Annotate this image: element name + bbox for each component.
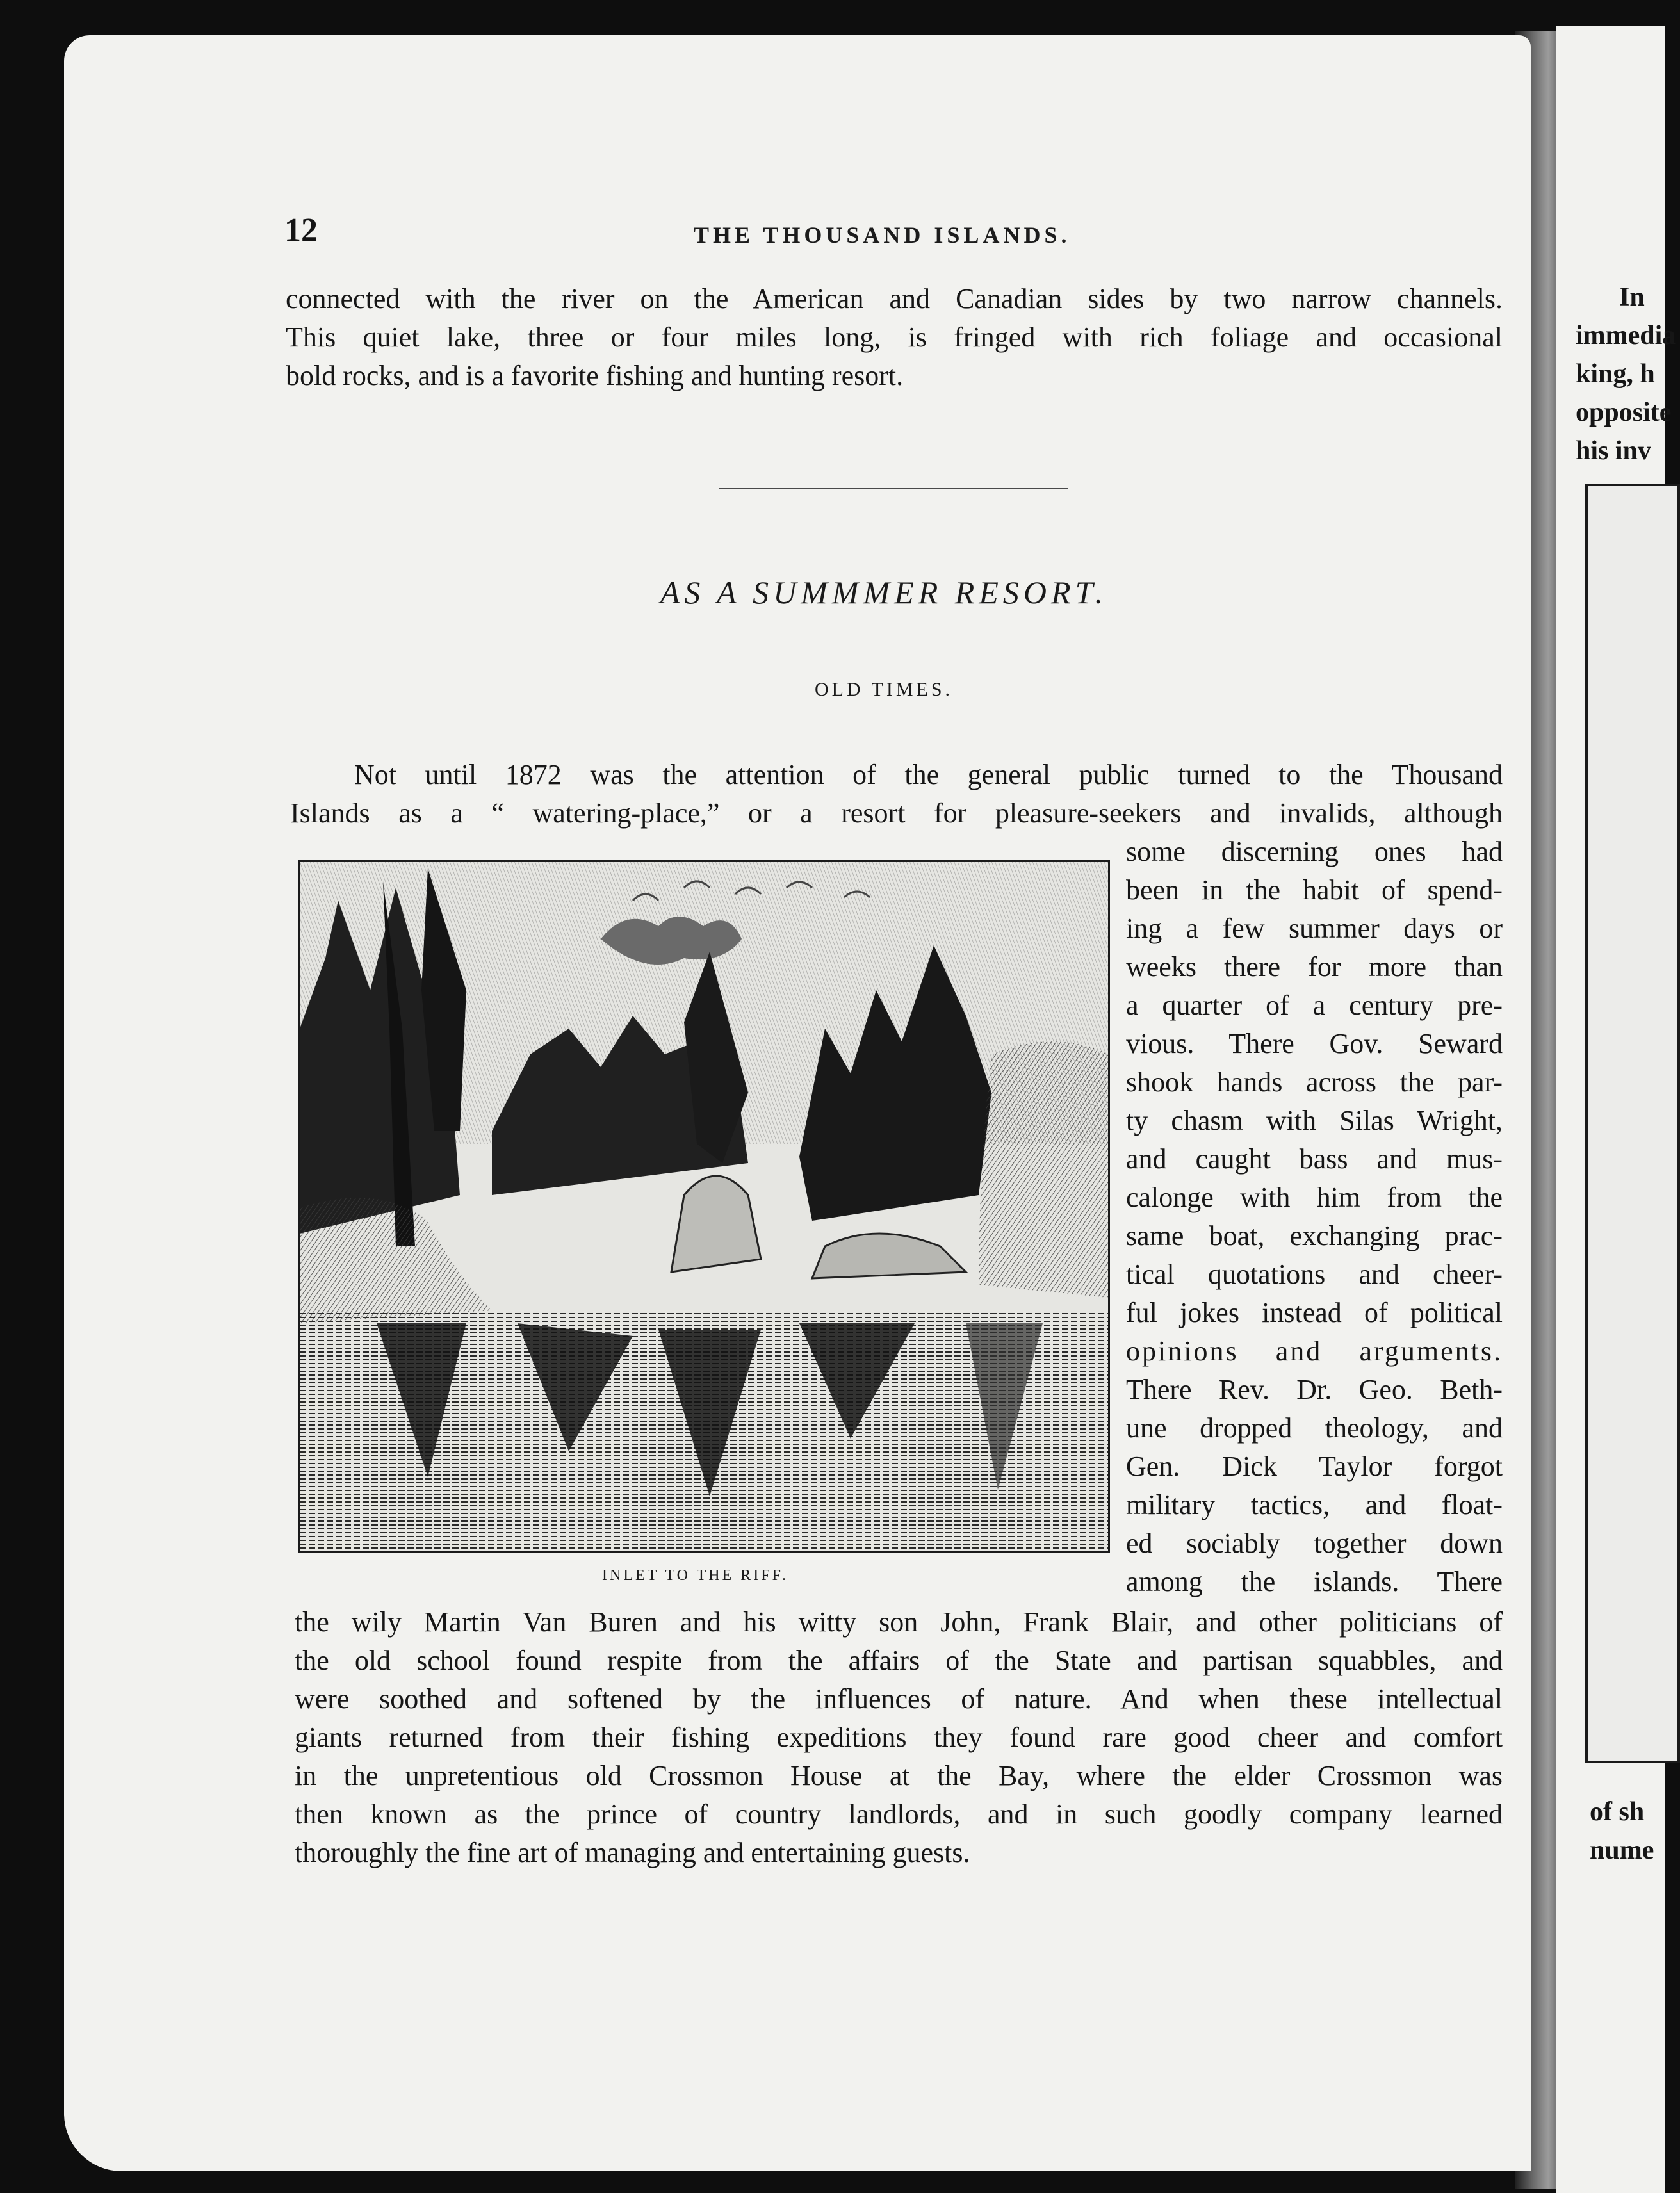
body-line: ed sociably together down [1126, 1528, 1503, 1559]
body-line: Islands as a “ watering-place,” or a resort for pleasure-seekers and invalids, although [290, 797, 1503, 829]
body-line: were soothed and softened by the influences of nature. And when these intellectual [295, 1683, 1503, 1715]
running-head: THE THOUSAND ISLANDS. [694, 222, 1071, 248]
intro-line: This quiet lake, three or four miles long, is fringed with rich foliage and occasional [286, 322, 1503, 353]
facing-page-fragment: of sh [1590, 1797, 1645, 1827]
body-line: been in the habit of spend- [1126, 874, 1503, 906]
page-number: 12 [284, 212, 318, 249]
body-line: shook hands across the par- [1126, 1066, 1503, 1098]
body-line: some discerning ones had [1126, 836, 1503, 867]
body-line: calonge with him from the [1126, 1182, 1503, 1213]
body-line: giants returned from their fishing expeditions they found rare good cheer and comfort [295, 1722, 1503, 1753]
body-line: Not until 1872 was the attention of the general public turned to the Thousand [354, 759, 1503, 790]
intro-paragraph [286, 280, 1503, 395]
facing-page-fragment: In [1619, 282, 1645, 312]
intro-line: connected with the river on the American and Canadian sides by two narrow channels. [286, 283, 1503, 314]
body-line: ing a few summer days or [1126, 913, 1503, 944]
body-line: Gen. Dick Taylor forgot [1126, 1451, 1503, 1482]
facing-page-illustration [1585, 484, 1680, 1763]
body-line: opinions and arguments. [1126, 1335, 1503, 1367]
facing-page-fragment: opposite [1576, 398, 1672, 427]
body-line: thoroughly the fine art of managing and entertaining guests. [295, 1837, 970, 1868]
body-line: military tactics, and float- [1126, 1489, 1503, 1520]
body-line: weeks there for more than [1126, 951, 1503, 982]
section-subheading: OLD TIMES. [814, 679, 954, 700]
facing-page-fragment: king, h [1576, 359, 1655, 389]
body-line: the old school found respite from the affairs of the State and partisan squabbles, and [295, 1645, 1503, 1676]
body-bottom [295, 1603, 1503, 1872]
body-line: same boat, exchanging prac- [1126, 1220, 1503, 1251]
facing-page-fragment: nume [1590, 1836, 1654, 1865]
body-line: ty chasm with Silas Wright, [1126, 1105, 1503, 1136]
illustration-caption: INLET TO THE RIFF. [602, 1567, 788, 1584]
body-line: in the unpretentious old Crossmon House at the Bay, where the elder Crossmon was [295, 1760, 1503, 1791]
body-line: a quarter of a century pre- [1126, 990, 1503, 1021]
body-side-column [1126, 833, 1503, 1601]
body-line: the wily Martin Van Buren and his witty son John, Frank Blair, and other politicians of [295, 1606, 1503, 1638]
body-line: then known as the prince of country landlords, and in such goodly company learned [295, 1798, 1503, 1830]
section-divider [719, 488, 1068, 489]
facing-page-fragment: his inv [1576, 436, 1651, 466]
body-line: There Rev. Dr. Geo. Beth- [1126, 1374, 1503, 1405]
body-top [290, 756, 1503, 833]
engraving-landscape-icon [300, 862, 1108, 1551]
body-line: among the islands. There [1126, 1566, 1503, 1597]
body-line: tical quotations and cheer- [1126, 1259, 1503, 1290]
illustration-inlet-to-the-riff [298, 860, 1110, 1553]
facing-page-fragment: immedia [1576, 321, 1676, 350]
body-line: and caught bass and mus- [1126, 1143, 1503, 1175]
body-line: ful jokes instead of political [1126, 1297, 1503, 1328]
section-heading: AS A SUMMMER RESORT. [660, 575, 1108, 610]
intro-line: bold rocks, and is a favorite fishing and hunting resort. [286, 360, 904, 391]
body-line: une dropped theology, and [1126, 1412, 1503, 1444]
body-line: vious. There Gov. Seward [1126, 1028, 1503, 1059]
